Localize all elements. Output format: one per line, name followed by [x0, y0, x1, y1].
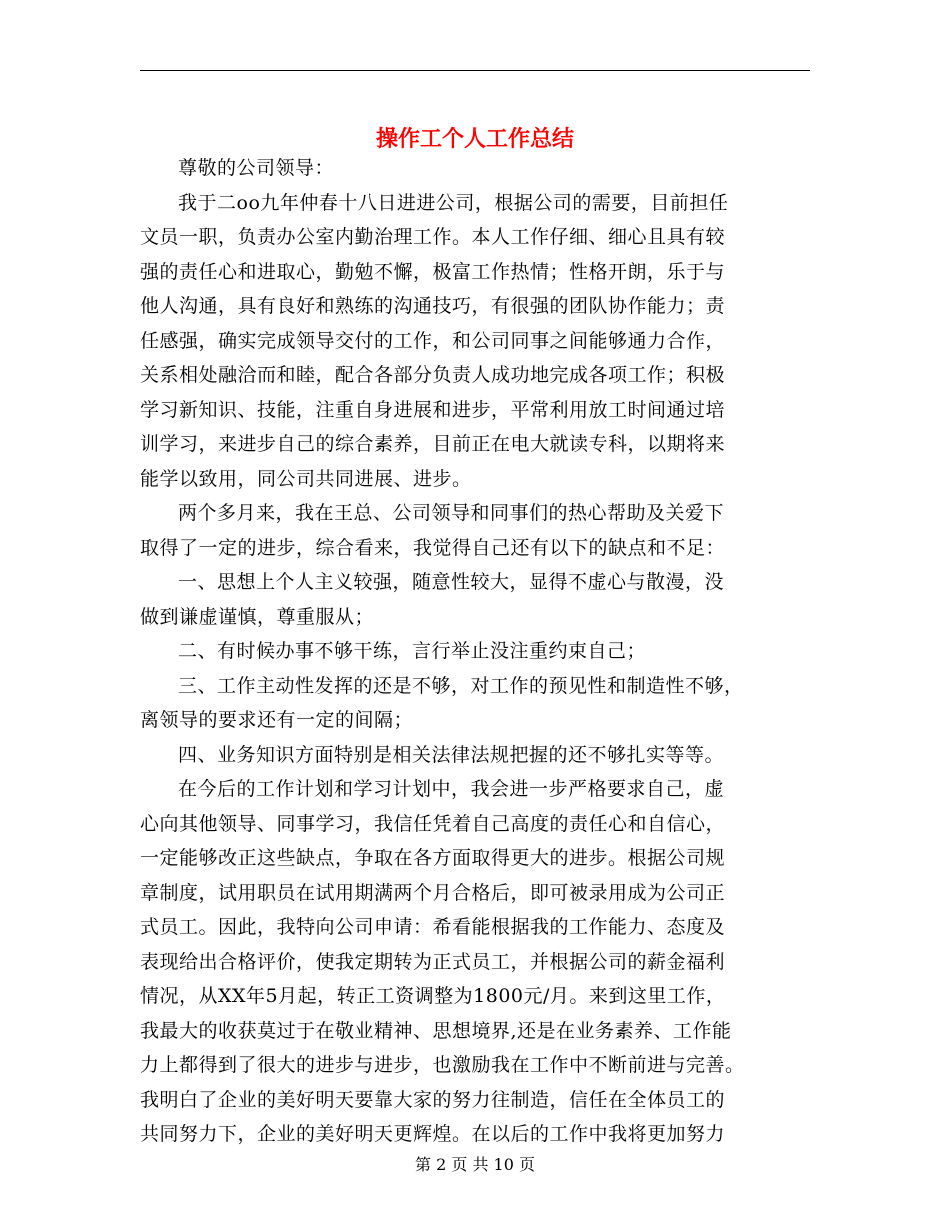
shortcoming-item-2: 二、有时候办事不够干练，言行举止没注重约束自己；: [178, 640, 647, 662]
header-rule: [140, 70, 810, 71]
document-body: [140, 151, 812, 1152]
paragraph-future-plan: 在今后的工作计划和学习计划中，我会进一步严格要求自己，虚 心向其他领导、同事学习，我信任凭着自己高度的责任心和自信心， 一定能够改正这些缺点，争取在各方面取得更大的进步。根据公司规 章制度，试用职员在试用期满两个月合格后，即可被录用成为公司正 式员工。因此，我特向公司申请：希看能根据我的工作能力、态度及 表现给出合格评价，使我定期转为正式员工，并根据公司的薪金福利 情况，从XX年5月起，转正工资调整为1800元/月。来到这里工作， 我最大的收获莫过于在敬业精神、思想境界,还是在业务素养、工作能 力上都得到了很大的进步与进步，也激励我在工作中不断前进与完善。 我明白了企业的美好明天要靠大家的努力往制造，信任在全体员工的 共同努力下，企业的美好明天更辉煌。在以后的工作中我将更加努力: [140, 778, 745, 1145]
shortcoming-item-1: 一、思想上个人主义较强，随意性较大，显得不虚心与散漫，没 做到谦虚谨慎，尊重服从；: [140, 571, 725, 628]
document-title: 操作工个人工作总结: [375, 126, 574, 152]
shortcoming-item-3: 三、工作主动性发挥的还是不够，对工作的预见性和制造性不够， 离领导的要求还有一定的间隔；: [140, 674, 744, 731]
paragraph-introduction: 我于二oo九年仲春十八日进进公司，根据公司的需要，目前担任 文员一职，负责办公室内勤治理工作。本人工作仔细、细心且具有较 强的责任心和进取心，勤勉不懈，极富工作热情；性格开朗，乐于与 他人沟通，具有良好和熟练的沟通技巧，有很强的团队协作能力；责 任感强，确实完成领导交付的工作，和公司同事之间能够通力合作， 关系相处融洽而和睦，配合各部分负责人成功地完成各项工作；积极 学习新知识、技能，注重自身进展和进步，平常利用放工时间通过培 训学习，来进步自己的综合素养，目前正在电大就读专科，以期将来 能学以致用，同公司共同进展、进步。: [140, 191, 729, 490]
salutation: 尊敬的公司领导：: [178, 157, 335, 179]
shortcoming-item-4: 四、业务知识方面特别是相关法律法规把握的还不够扎实等等。: [178, 743, 725, 766]
paragraph-shortcomings-intro: 两个多月来，我在王总、公司领导和同事们的热心帮助及关爱下 取得了一定的进步，综合看来，我觉得自己还有以下的缺点和不足：: [140, 502, 726, 559]
page-number: 第 2 页 共 10 页: [415, 1155, 535, 1174]
